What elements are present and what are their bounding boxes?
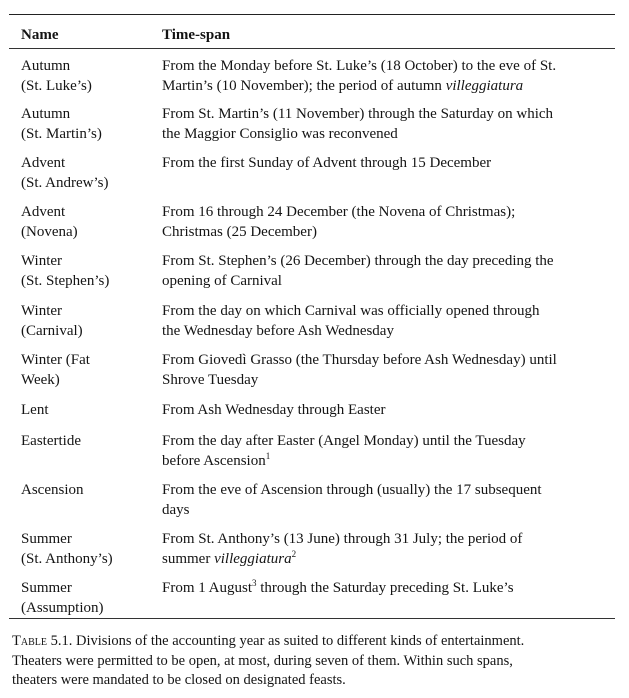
row-name: Lent (21, 402, 49, 418)
table-caption: Table 5.1. Divisions of the accounting year as suited to different kinds of entertainment. Theaters were permitted to be open, at most, during seven of them. Within such spans, theaters were mandated to be closed on designated feasts. (12, 633, 525, 688)
row-time-span: From the first Sunday of Advent through 15 December (162, 155, 492, 171)
row-time-span: From the day on which Carnival was officially opened through the Wednesday before Ash Wednesday (162, 303, 540, 339)
row-name: Autumn (St. Martin’s) (21, 106, 102, 142)
caption-label: Table 5.1. (12, 633, 73, 649)
row-name: Eastertide (21, 433, 81, 449)
footnote-marker: 2 (291, 549, 297, 559)
footnote-marker: 1 (265, 451, 271, 461)
row-name: Ascension (21, 482, 84, 498)
table-bottom-rule (9, 618, 615, 619)
row-time-span: From 16 through 24 December (the Novena of Christmas); Christmas (25 December) (162, 204, 516, 240)
row-name: Advent (St. Andrew’s) (21, 155, 109, 191)
row-time-span: From Ash Wednesday through Easter (162, 402, 386, 418)
header-name: Name (21, 27, 59, 43)
row-time-span: From the Monday before St. Luke’s (18 October) to the eve of St. Martin’s (10 November); the period of autumn villeggiatura (162, 58, 557, 94)
row-time-span: From the day after Easter (Angel Monday) until the Tuesday before Ascension$^1$ (162, 433, 526, 469)
row-time-span: From St. Stephen’s (26 December) through the day preceding the opening of Carnival (162, 253, 554, 289)
row-time-span: From Giovedì Grasso (the Thursday before Ash Wednesday) until Shrove Tuesday (162, 352, 557, 388)
row-name: Winter (Carnival) (21, 303, 83, 339)
header-time-span: Time-span (162, 27, 231, 43)
row-time-span: From St. Martin’s (11 November) through the Saturday on which the Maggior Consiglio was reconvened (162, 106, 554, 142)
footnote-marker: 3 (252, 578, 257, 588)
row-name: Winter (St. Stephen’s) (21, 253, 110, 289)
row-name: Advent (Novena) (21, 204, 78, 240)
row-name: Summer (St. Anthony’s) (21, 531, 113, 567)
row-name: Autumn (St. Luke’s) (21, 58, 92, 94)
row-name: Summer (Assumption) (21, 580, 104, 616)
table-top-rule (9, 14, 615, 15)
row-time-span: From St. Anthony’s (13 June) through 31 July; the period of summer villeggiatura$^2$ (162, 531, 523, 567)
row-time-span: From 1 August$^3$ through the Saturday preceding St. Luke’s (162, 578, 514, 596)
table-header-rule (9, 48, 615, 49)
row-time-span: From the eve of Ascension through (usually) the 17 subsequent days (162, 482, 542, 518)
row-name: Winter (Fat Week) (21, 352, 90, 388)
